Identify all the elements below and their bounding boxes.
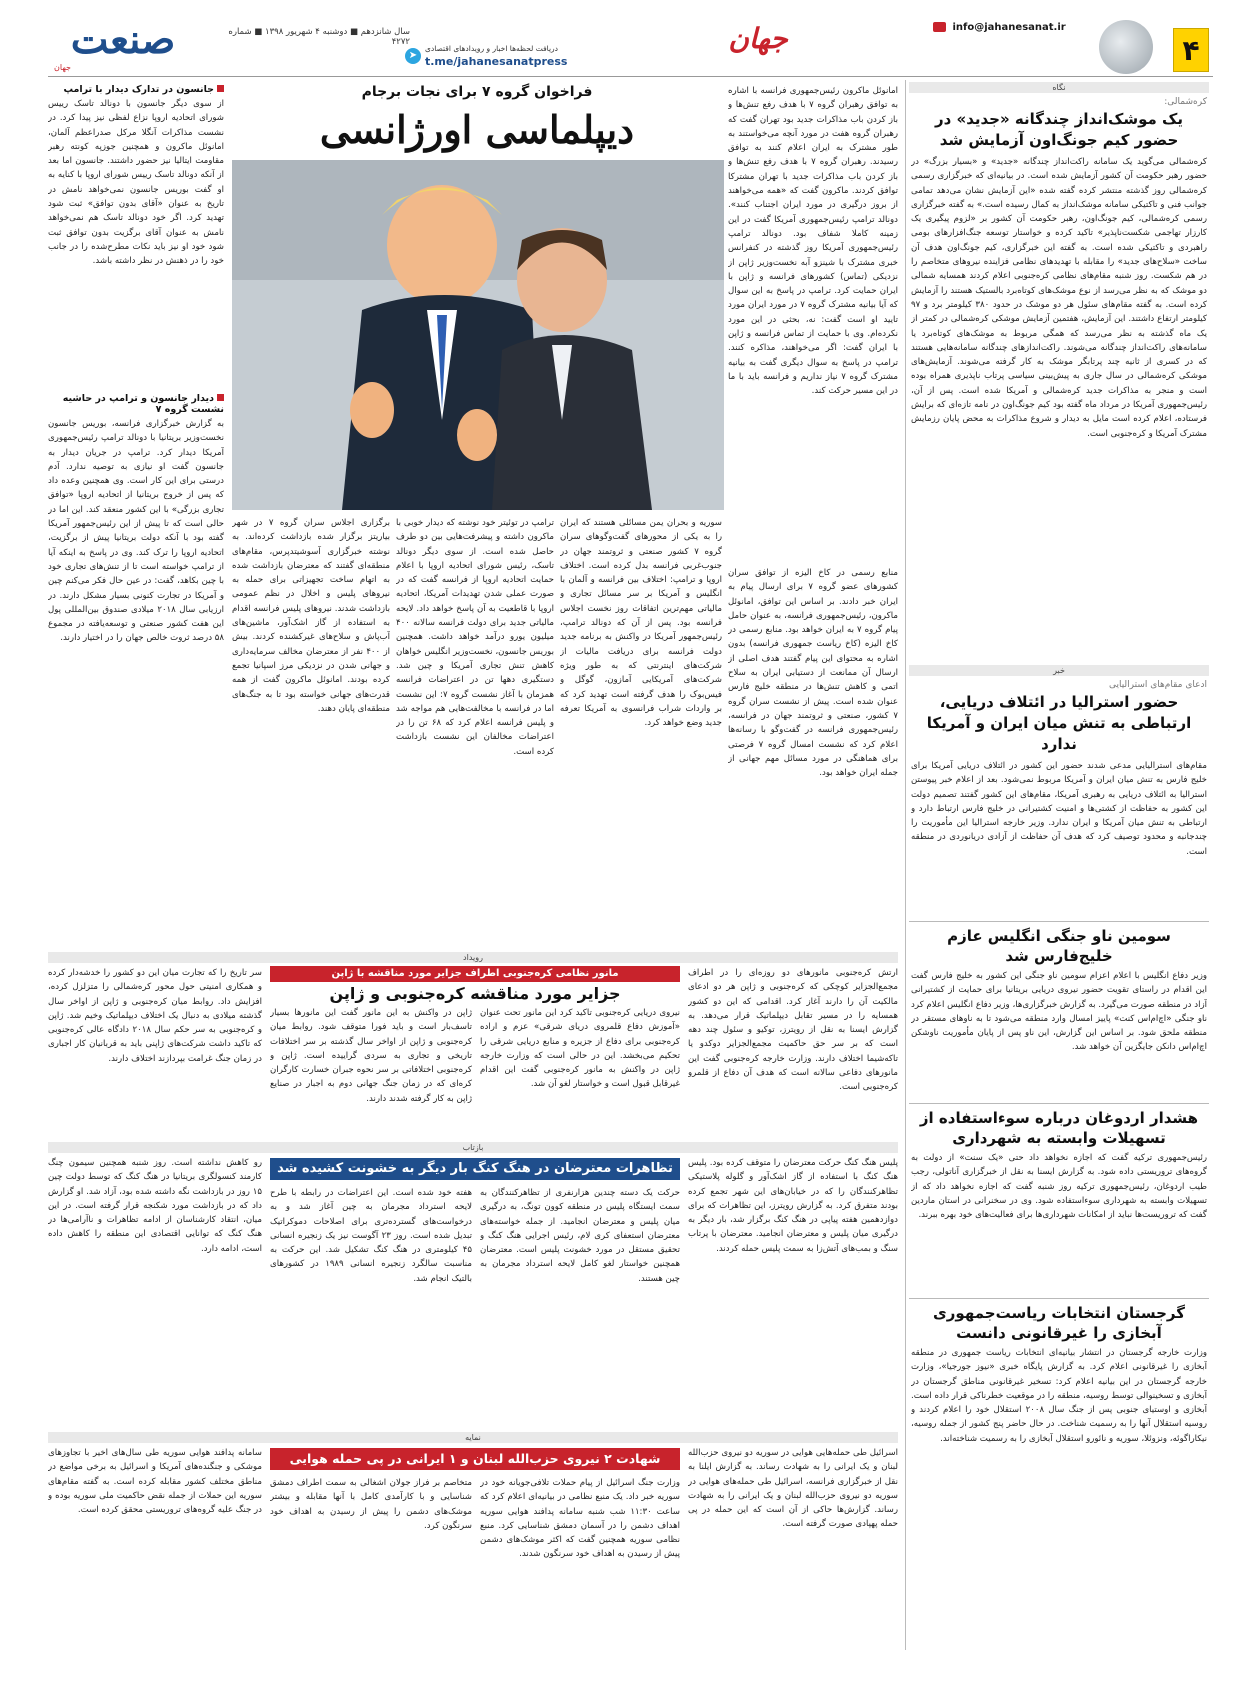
row2-col3: ژاپن در واکنش به این مانور گفت این مانورها بسیار تاسف‌بار است و باید فورا متوقف شود. روابط میان کره‌جنوبی و ژاپن از اواخر سال گذشته بر سر اختلافات تاریخی و تجاری به سردی گراییده است. ژاپن و کره‌جنوبی اختلافاتی بر سر نحوه جبران خسارت کارگران کره‌ای که در زمان جنگ جهانی دوم به اجبار در صنایع ژاپن به کار گرفته شدند دارند. — [270, 1008, 472, 1104]
sidebar-story-georgia: گرجستان انتخابات ریاست‌جمهوری آبخازی را غیرقانونی دانست وزارت خارجه گرجستان در انتشار بیانیه‌ای انتخابات ریاست جمهوری در منطقه آبخازی را غیرقانونی اعلام کرد. به گزارش پایگاه خبری «نیوز جورجیا»، وزارت خارجه گرجستان در این بیانیه اعلام کرد: تسخیر غیرقانونی مناطق گرجستان در آبخازی و تسخینوالی توسط روسیه، منطقه را در موقعیت خطرناکی قرار داده است. آبخازی و اوستیای جنوبی پس از جنگ سال ۲۰۰۸ استقلال خود را اعلام کردند و روسیه استقلال آنها را به رسمیت شناخت. در حال حاضر پنج کشور از جمله روسیه، نیکاراگوئه، ونزوئلا، سوریه و نائورو استقلال آبخازی را به رسمیت شناخته‌اند. — [911, 1304, 1207, 1444]
red-square-icon — [217, 394, 224, 401]
globe-icon — [1099, 20, 1153, 74]
row2-headline: جزایر مورد مناقشه کره‌جنوبی و ژاپن — [329, 984, 621, 1003]
row2-tag: رویداد — [48, 952, 898, 963]
photo-illustration — [232, 160, 724, 510]
sidebar-divider — [905, 80, 906, 1650]
row3-col4: رو کاهش نداشته است. روز شنبه همچنین سیمون چنگ کارمند کنسولگری بریتانیا در هنگ کنگ که توسط دولت چین ۱۵ روز در بازداشت نگه داشته شده بود، آزاد شد. او گزارش داد که در بازداشت مورد شکنجه قرار گرفته است. در این میان، انتقاد کارشناسان از ادامه تظاهرات و ناآرامی‌ها در هنگ کنگ که توانایی اقتصادی این منطقه را کاهش داده است، ادامه دارد. — [48, 1158, 262, 1254]
masthead — [0, 0, 1253, 80]
lead-col2: منابع رسمی در کاخ الیزه از توافق سران کشورهای عضو گروه ۷ برای ارسال پیام به ایران خبر دادند. بر اساس این توافق، امانوئل ماکرون، رئیس‌جمهوری فرانسه، به عنوان حامل پیام گروه ۷ به ایران خواهد بود. منابع رسمی در کاخ الیزه (کاخ ریاست جمهوری فرانسه) بدون اشاره به محتوای این پیام گفتند هدف اصلی از ارسال آن ممانعت از دستیابی ایران به سلاح اتمی و کاهش تنش‌ها در منطقه خلیج فارس عنوان شده است. پیش از نشست سران گروه ۷ کشور، صنعتی و ثروتمند جهان در فرانسه، رئیس‌جمهوری فرانسه در گفت‌وگو با رسانه‌ها اعلام کرد که نشست امسال گروه ۷ فرصتی برای هماهنگی در مورد مسائل مهم جهانی از جمله ایران خواهد بود. — [728, 568, 898, 779]
sidebar-body-nk: کره‌شمالی می‌گوید یک سامانه راکت‌انداز چندگانه «جدید» و «بسیار بزرگ» در حضور رهبر حکومت آن کشور آزمایش شده است. در بیانیه‌ای که خبرگزاری رسمی کره‌شمالی روز گذشته منتشر کرده گفته شده «این آزمایش نشان می‌دهد تمامی جوانب فنی و تاکتیکی سامانه موشک‌انداز به کمال رسیده است.» به گفته خبرگزاری رسمی کره‌شمالی، کیم جونگ‌اون، رهبر حکومت آن کشور بر «لزوم پیگیری یک کارزار تهاجمی شکست‌ناپذیر» تاکید کرده و خواستار توسعه جنگ‌افزارهای بومی راهبردی و تاکتیکی شده است. به گفته این خبرگزاری، کیم جونگ‌اون هدف آن ساخت «سلاح‌های جدید» را مقابله با تهدیدهای نظامی فزاینده نیروهای متخاصم را در هم شکست. روز شنبه مقام‌های نظامی کره‌جنوبی اعلام کردند همسایه شمالی دو موشک که به نظر می‌رسد از نوع موشک‌های کوتاه‌برد بالستیک هستند را آزمایش کرده است. به گفته مقام‌های سئول هر دو موشک در حدود ۳۸۰ کیلومتر برد و ۹۷ کیلومتر ارتفاع داشتند. این آزمایش، هفتمین آزمایش موشکی کره‌شمالی در کمتر از یک ماه گذشته به نظر می‌رسد که همگی مربوط به موشک‌های کوتاه‌برد یا سامانه‌های راکت‌انداز چندگانه می‌شوند. راکت‌اندازهای چندگانه سامانه‌هایی هستند که در کسری از ثانیه چند پرتابگر موشک به کار گرفته می‌شوند. آزمایش‌های موشکی کره‌شمالی در سال جاری به پیش‌بینی سیاسی پرتاب ناپذیری همراه بوده است و منجر به مذاکرات جدید کره‌شمالی و آمریکا شده است. پس از آن، رئیس‌جمهوری آمریکا در مرداد ماه گفته بود کیم جونگ‌اون در نامه تازه‌ای که برایش فرستاده، اعلام کرده است مایل به دیدار و شروع مذاکرات به محض پایان رزمایش مشترک آمریکا و کره‌جنوبی است. — [911, 157, 1207, 439]
row2-col2: نیروی دریایی کره‌جنوبی تاکید کرد این مانور تحت عنوان «آموزش دفاع قلمروی دریای شرقی» عزم و اراده کره‌جنوبی برای دفاع از جزیره و منابع دریایی شرقی را تحکیم می‌بخشد. این در حالی است که وزارت خارجه ژاپن در واکنش به مانور کره‌جنوبی گفت این اقدام غیرقابل قبول است و خواستار لغو آن شد. — [480, 1008, 680, 1090]
row3-tag: بازتاب — [48, 1142, 898, 1153]
row4-col1: اسرائیل طی حمله‌هایی هوایی در سوریه دو نیروی حزب‌الله لبنان و یک ایرانی را به شهادت رساند. به گزارش ایلنا به نقل از خبرگزاری فرانسه، اسرائیل طی حمله‌های هوایی در سوریه دو نیروی حزب‌الله لبنان و یک ایرانی را به شهادت رساند. گزارش‌ها حاکی از آن است که این حمله در پی حمله پهپادی صورت گرفته است. — [688, 1448, 898, 1530]
issue-info: سال شانزدهم ■ دوشنبه ۴ شهریور ۱۳۹۸ ■ شماره ۴۲۷۲ — [228, 27, 410, 47]
row4-col4: سامانه پدافند هوایی سوریه طی سال‌های اخیر با تجاوزهای موشکی و جنگنده‌های آمریکا و اسرائیل به برخی مواضع در مناطق مختلف کشور مقابله کرده است. به گفته مقام‌های سوریه این حملات از جمله نقض حاکمیت ملی سوریه بوده و در جنگ علیه گروه‌های تروریستی محقق کرده است. — [48, 1448, 262, 1516]
row2-col4: سر تاریخ را که تجارت میان این دو کشور را خدشه‌دار کرده و همکاری امنیتی حول محور کره‌شمالی را متزلزل کرده، افزایش داد. روابط میان کره‌جنوبی و ژاپن از اواخر سال گذشته میلادی به دنبال یک اختلاف دیپلماتیک وخیم شد. ژاپن و کره‌جنوبی به سر حکم سال ۲۰۱۸ دادگاه عالی کره‌جنوبی که تاکید داشت شرکت‌های ژاپنی باید به قربانیان کار اجباری در زمان جنگ غرامت بپردازند اختلاف دارند. — [48, 968, 262, 1064]
lead-col3: سوریه و بحران یمن مسائلی هستند که ایران را به یکی از محورهای گفت‌وگوهای سران گروه ۷ کشور صنعتی و ثروتمند جهان در جنوب‌غربی فرانسه بدل کرده است. اختلاف اروپا و ترامپ: اختلاف بین فرانسه و آلمان با انگلیس و آمریکا بر سر مسائل تجاری و مالیاتی مهم‌ترین اتفاقات روز نخست اجلاس فرانسه بود. پس از آن که دونالد ترامپ، رئیس‌جمهور آمریکا در واکنش به برنامه جدید دولت فرانسه برای دریافت مالیات از شرکت‌های اینترنتی که به طور ویژه شرکت‌های آمریکایی آمازون، گوگل و فیس‌بوک را هدف گرفته است تهدید کرد که بر واردات شراب فرانسوی به آمریکا تعرفه جدید وضع خواهد کرد. — [560, 518, 722, 729]
lead-headline: دیپلماسی اورژانسی — [319, 107, 635, 152]
email-link[interactable]: info@jahanesanat.ir — [933, 22, 1093, 36]
lead-photo-trump-macron — [232, 160, 724, 510]
row4-col3: متخاصم بر فراز جولان اشغالی به سمت اطراف دمشق شناسایی و با کارآمدی کامل با آنها مقابله و بیشتر موشک‌های دشمن را پیش از رسیدن به اهداف خود سرنگون کرد. — [270, 1478, 472, 1531]
telegram-promo[interactable]: ➤ دریافت لحظه‌ها اخبار و رویدادهای اقتصادی t.me/jahanesanatpress — [405, 44, 645, 70]
row3-col3: هفته خود شده است. این اعتراضات در رابطه با طرح لایحه استرداد مجرمان به چین آغاز شد و به درخواست‌های گسترده‌تری برای اصلاحات دموکراتیک تبدیل شده است. روز ۲۳ آگوست نیز یک زنجیره انسانی ۴۵ کیلومتری در هنگ کنگ تشکیل شد. این حرکت به مناسبت سالگرد زنجیره انسانی ۱۹۸۹ در کشورهای بالتیک انجام شد. — [270, 1188, 472, 1284]
sidebar-headline-nk: یک موشک‌انداز چندگانه «جدید» در حضور کیم جونگ‌اون آزمایش شد — [934, 110, 1184, 149]
newspaper-logo: صنعت جهان — [54, 16, 176, 72]
sidebar-story-australia: ادعای مقام‌های استرالیایی حضور استرالیا در ائتلاف دریایی، ارتباطی به تنش میان ایران و آمریکا ندارد مقام‌های استرالیایی مدعی شدند حضور این کشور در ائتلاف دریایی آمریکا برای خلیج فارس به تنش میان ایران و آمریکا مربوط نمی‌شود. بعد از اعلام خبر پیوستن استرالیا به ائتلاف دریایی به رهبری آمریکا، مقام‌های این کشور گفتند تصمیم دولت این کشور به حفاظت از کشتی‌ها و امنیت کشتیرانی در خلیج فارس ارتباط دارد و ارتباطی به تنش میان آمریکا و ایران ندارد. وزیر خارجه استرالیا این مأموریت را چندجانبه و محدود توصیف کرد که هدف آن حفاظت از آزادی دریانوردی در منطقه است. — [911, 680, 1207, 857]
lead-col1: امانوئل ماکرون رئیس‌جمهوری فرانسه با اشاره به توافق رهبران گروه ۷ با هدف رفع تنش‌ها و باز کردن باب مذاکرات جدید بود تهران گفت که رهبران گروه هفت در مورد آنچه می‌خواستند به طور مشترک به ایران اعلام کنند به توافق رسیدند. رهبران گروه ۷ با هدف رفع تنش‌ها و باز کردن باب مذاکرات جدید با تهران مشترکا توافق کردند. ماکرون گفت که «همه می‌خواهند از بروز درگیری در مورد ایران اجتناب کنند». دونالد ترامپ رئیس‌جمهوری آمریکا گفت در این زمینه کاملا شفاف بود. دونالد ترامپ رئیس‌جمهوری آمریکا روز گذشته در کنفرانس خبری مشترک با شینزو آبه نخست‌وزیر ژاپن از نزدیکی (تماس) کشورهای فرانسه و ژاپن با ایران حمایت کرد. ترامپ در پاسخ به این سوال که آیا بیانیه مشترک گروه ۷ در مورد ایران مورد تایید او است گفت: نه، بحثی در این مورد نکرده‌ام. وی با حمایت از تماس فرانسه و ژاپن با ایران گفت: اگر می‌خواهند، مذاکره کنند. ترامپ در پاسخ به سوال دیگری گفت به بیانیه مشترک گروه ۷ نیاز نداریم و فرانسه باید با ما در این مسیر حرکت کند. — [728, 86, 898, 397]
row3-headline: تظاهرات معترضان در هنگ کنگ بار دیگر به خشونت کشیده شد — [270, 1158, 680, 1180]
red-square-icon — [217, 85, 224, 92]
row4-headline: شهادت ۲ نیروی حزب‌الله لبنان و ۱ ایرانی در پی حمله هوایی اسرائیل — [270, 1448, 680, 1470]
row4-tag: نمایه — [48, 1432, 898, 1443]
sidebar-story-erdogan: هشدار اردوغان درباره سوءاستفاده از تسهیلات وابسته به شهرداری رئیس‌جمهوری ترکیه گفت که اجازه نخواهد داد حتی «یک سنت» از دولت به گروه‌های تروریستی داده شود. به گزارش ایسنا به نقل از خبرگزاری آناتولی، رجب طیب اردوغان، رئیس‌جمهوری ترکیه روز شنبه گفت که اجازه نخواهد داد که از تسهیلات وابسته به شهرداری سوءاستفاده شود. وی در سخنرانی در استان ماردین گفت که تروریست‌ها نباید از امکانات شهرداری‌ها برای فعالیت‌های خود بهره ببرند. — [911, 1109, 1207, 1221]
row2-banner: مانور نظامی کره‌جنوبی اطراف جزایر مورد مناقشه با ژاپن — [270, 966, 680, 982]
row3-col1: پلیس هنگ کنگ حرکت معترضان را متوقف کرده بود. پلیس هنگ کنگ با استفاده از گاز اشک‌آور و گلوله پلاستیکی تظاهرکنندگان را که در خیابان‌های این شهر تجمع کرده بودند متفرق کرد. به گزارش رویترز، این تظاهرات که برای دوازدهمین هفته پیاپی در هنگ کنگ برگزار شد، بار دیگر به درگیری میان پلیس و معترضان انجامید. معترضان با پرتاب سنگ و بمب‌های آتش‌زا به سمت پلیس حمله کردند. — [688, 1158, 898, 1254]
row4-col2: وزارت جنگ اسرائیل از پیام حملات تلافی‌جویانه خود در سوریه خبر داد. یک منبع نظامی در بیانیه‌ای اعلام کرد که ساعت ۱۱:۳۰ شب شنبه سامانه پدافند هوایی سوریه اهداف دشمن را در آسمان دمشق شناسایی کرد. منبع نظامی سوریه همچنین گفت که اکثر موشک‌های دشمن پیش از رسیدن به اهداف خود سرنگون شدند. — [480, 1478, 680, 1560]
lead-col5: برگزاری اجلاس سران گروه ۷ در شهر بیاریتز برگزار شده بازداشت کرده‌اند. به نوشته خبرگزاری آسوشیتدپرس، مقام‌های منطقه‌ای گفتند که معترضان بازداشت شده به اتهام ساخت تجهیزاتی برای حمله به نیروهای پلیس و اخلال در نظم عمومی بازداشت شدند. نیروهای پلیس فرانسه اقدام به استفاده از گاز اشک‌آور، ماشین‌های آب‌پاش و سلاح‌های غیرکشنده کردند. بیش از ۴۰۰ نفر از معترضان مخالف سرمایه‌داری و جهانی شدن در نزدیکی مرز اسپانیا تجمع کرده بودند. امانوئل ماکرون گفت از همه قدرت‌های جهانی خواسته بود تا به جنگ‌های منطقه‌ای پایان دهند. — [232, 518, 390, 714]
lead-sub1: جانسون در تدارک دیدار با ترامپ — [48, 84, 224, 95]
telegram-icon: ➤ — [405, 48, 421, 64]
sidebar — [909, 80, 1209, 1650]
sidebar-tag-news: خبر — [909, 665, 1209, 676]
sidebar-story-nk: کره‌شمالی: یک موشک‌انداز چندگانه «جدید» در حضور کیم جونگ‌اون آزمایش شد کره‌شمالی می‌گوید یک سامانه راکت‌انداز چندگانه «جدید» و «بسیار بزرگ» در حضور رهبر حکومت آن کشور آزمایش شده است. در بیانیه‌ای که خبرگزاری رسمی کره‌شمالی روز گذشته منتشر کرده گفته شده «این آزمایش نشان می‌دهد تمامی جوانب فنی و تاکتیکی سامانه موشک‌انداز به کمال رسیده است.» به گفته خبرگزاری رسمی کره‌شمالی، کیم جونگ‌اون، رهبر حکومت آن کشور بر «لزوم پیگیری یک کارزار تهاجمی شکست‌ناپذیر» تاکید کرده و خواستار توسعه جنگ‌افزارهای بومی راهبردی و تاکتیکی شده است. به گفته این خبرگزاری، کیم جونگ‌اون هدف آن ساخت «سلاح‌های جدید» را مقابله با تهدیدهای نظامی فزاینده نیروهای متخاصم را در هم شکست. روز شنبه مقام‌های نظامی کره‌جنوبی اعلام کردند همسایه شمالی دو موشک که به نظر می‌رسد از نوع موشک‌های کوتاه‌برد بالستیک هستند را آزمایش کرده است. به گفته مقام‌های سئول هر دو موشک در حدود ۳۸۰ کیلومتر برد و ۹۷ کیلومتر ارتفاع داشتند. این آزمایش، هفتمین آزمایش موشکی کره‌شمالی در کمتر از یک ماه گذشته به نظر می‌رسد که همگی مربوط به موشک‌های کوتاه‌برد یا سامانه‌های راکت‌انداز چندگانه می‌شوند. راکت‌اندازهای چندگانه سامانه‌هایی هستند که در کسری از ثانیه چند پرتابگر موشک به کار گرفته می‌شوند. آزمایش‌های موشکی کره‌شمالی در سال جاری به پیش‌بینی سیاسی پرتاب ناپذیری همراه بوده است و منجر به مذاکرات جدید کره‌شمالی و آمریکا شده است. پس از آن، رئیس‌جمهوری آمریکا در مرداد ماه گفته بود کیم جونگ‌اون در نامه تازه‌ای که برایش فرستاده، اعلام کرده است مایل به دیدار و شروع مذاکرات به محض پایان رزمایش مشترک آمریکا و کره‌جنوبی است. — [909, 93, 1209, 655]
row2-col1: ارتش کره‌جنوبی مانورهای دو روزه‌ای را در اطراف مجمع‌الجزایر کوچکی که کره‌جنوبی و ژاپن هر دو ادعای مالکیت آن را دارند آغاز کرد. اقدامی که این دو کشور همسایه را در مسیر تقابل دیپلماتیک قرار می‌دهد. به گزارش ایسنا به نقل از رویترز، توکیو و سئول چند دهه است که بر سر حق حاکمیت مجمع‌الجزایر دوکدو یا تاکه‌شیما اختلاف دارند. وزارت خارجه کره‌جنوبی گفت این مانورهای دفاعی سالانه است که هدف آن دفاع از قلمرو کره‌جنوبی است. — [688, 968, 898, 1093]
section-title: جهان — [728, 22, 788, 55]
lead-col4: ترامپ در توئیتر خود نوشته که دیدار خوبی با ماکرون داشته و پیشرفت‌هایی بین دو طرف حاصل شده است. از سوی دیگر دونالد تاسک، رئیس شورای اتحادیه اروپا با اعلام حمایت اتحادیه اروپا از فرانسه گفت که در صورت عملی شدن تهدیدات آمریکا، اتحادیه اروپا با قاطعیت به آن پاسخ خواهد داد. لایحه مالیاتی جدید برای دولت فرانسه سالانه ۴۰۰ میلیون یورو درآمد خواهد داشت. همچنین بوریس جانسون، نخست‌وزیر انگلیس خواهان کاهش تنش تجاری آمریکا و چین شد. دستگیری دهها تن در اعتراضات فرانسه همزمان با آغاز نشست گروه ۷: این نشست اما در فرانسه با مخالفت‌هایی هم مواجه شد و پلیس فرانسه اعلام کرد که ۶۸ تن را در اعتراضات مخالفان این نشست بازداشت کرده است. — [396, 518, 554, 757]
sidebar-story-uk-warship: سومین ناو جنگی انگلیس عازم خلیج‌فارس شد وزیر دفاع انگلیس با اعلام اعزام سومین ناو جنگی این کشور به خلیج فارس گفت این اقدام در راستای تقویت حضور نیروی دریایی بریتانیا برای حمایت از کشتیرانی آزاد در منطقه صورت می‌گیرد. به گزارش خبرگزاری‌ها، وزیر دفاع انگلیس اعلام کرد ناو جنگی «اچ‌ام‌اس کنت» پاییز امسال وارد منطقه می‌شود تا به ناوهای مستقر در منطقه ملحق شود. بر اساس این گزارش، این ناو پس از پایان مأموریت ناوشکن اچ‌ام‌اس دانکن جایگزین آن خواهد شد. — [911, 927, 1207, 1053]
lead-col6: جانسون در تدارک دیدار با ترامپ از سوی دیگر جانسون با دونالد تاسک رییس شورای اتحادیه اروپا نزاع لفظی نیز پیدا کرد. در نشست مذاکرات آنگلا مرکل صدراعظم آلمان، امانوئل ماکرون و همچنین جوزپه کونته رهبر مقاومت ایتالیا نیز حضور داشتند. جانسون اما بعد از آنکه دونالد تاسک رییس شورای اروپا با کنایه به او گفت بوریس جانسون نمی‌خواهد نامش در تاریخ به عنوان «آقای بدون توافق» ثبت شود تهدید کرد. اگر خود دونالد تاسک هم نمی‌خواهد نامش به عنوان آقای برگزیت بدون توافق ثبت شود خود او نیز باید نکات مطرح‌شده را در جانب خود را در ذهنش در نظر داشته باشد. دیدار جانسون و ترامپ در حاشیه نشست گروه ۷ به گزارش خبرگزاری فرانسه، بوریس جانسون نخست‌وزیر بریتانیا با دونالد ترامپ رئیس‌جمهوری آمریکا دیدار کرد. ترامپ در جریان دیدار به جانسون گفت او نیازی به توصیه ندارد. آدم درستی برای این کار است. وی همچنین وعده داد که پس از خروج بریتانیا از اتحادیه اروپا «توافق تجاری بزرگی» با این کشور منعقد کند. این اما در حالی است که تا پیش از این رئیس‌جمهور آمریکا گفته بود با آنکه دولت بریتانیا پیش از برگزیت، اتحادیه اروپا را ترک کند. وی در پاسخ به اینکه آیا از ترامپ خواسته است تا از تنش‌های تجاری خود با چین بکاهد، گفت: در عین حال فکر می‌کنم چین و آمریکا در تجارت کنونی بسیار مشکل دارند. در ارزیابی سال ۲۰۱۸ میلادی صندوق بین‌المللی پول این هفت کشور صنعتی و توسعه‌یافته در مجموع ۵۸ درصد ثروت خالص جهان را در اختیار دارند. — [48, 84, 224, 644]
masthead-divider — [48, 76, 1213, 77]
mail-icon — [933, 22, 946, 32]
sidebar-tag-look: نگاه — [909, 82, 1209, 93]
row3-col2: حرکت یک دسته چندین هزارنفری از تظاهرکنندگان به سمت ایستگاه پلیس در منطقه کوون تونگ، به درگیری میان پلیس و معترضان انجامید. از جمله خواسته‌های معترضان استعفای کری لام، رئیس اجرایی هنگ کنگ و تحقیق مستقل در مورد خشونت پلیس است. معترضان همچنین خواستار لغو کامل لایحه استرداد مجرمان به چین هستند. — [480, 1188, 680, 1284]
page-number-box — [1173, 28, 1209, 72]
page-number: ۴ — [1182, 34, 1200, 67]
lead-kicker: فراخوان گروه ۷ برای نجات برجام — [361, 84, 593, 100]
lead-sub2: دیدار جانسون و ترامپ در حاشیه نشست گروه ۷ — [62, 393, 224, 415]
